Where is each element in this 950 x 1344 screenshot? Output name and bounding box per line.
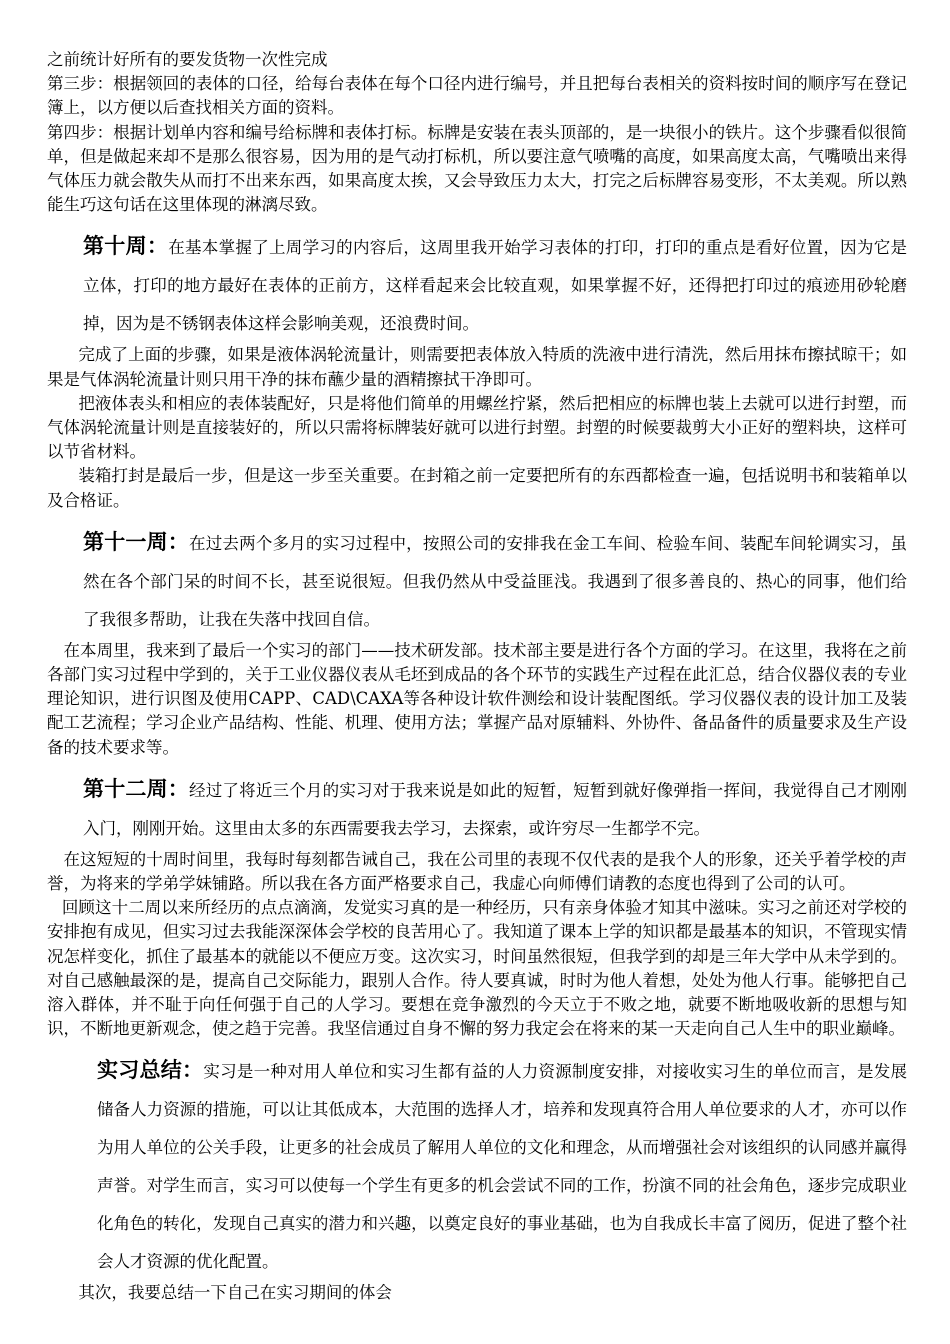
week11-heading: 第十一周： [83, 529, 190, 554]
summary-lead-paragraph [47, 1051, 907, 1281]
week11-lead-text: 在过去两个多月的实习过程中，按照公司的安排我在金工车间、检验车间、装配车间轮调实习，虽然在各个部门呆的时间不长，甚至说很短。但我仍然从中受益匪浅。我遇到了很多善良的、热心的同事，他们给了我很多帮助，让我在失落中找回自信。 [83, 533, 908, 629]
week12-heading: 第十二周： [83, 776, 190, 801]
step-three-paragraph: 第三步：根据领回的表体的口径，给每台表体在每个口径内进行编号，并且把每台表相关的资料按时间的顺序写在登记簿上，以方便以后查找相关方面的资料。 [47, 74, 907, 118]
summary-lead-text: 实习是一种对用人单位和实习生都有益的人力资源制度安排，对接收实习生的单位而言，是发展储备人力资源的措施，可以让其低成本，大范围的选择人才，培养和发现真符合用人单位要求的人才，亦可以作为用人单位的公关手段，让更多的社会成员了解用人单位的文化和理念，从而增强社会对该组织的认同感并赢得声誉。对学生而言，实习可以使每一个学生有更多的机会尝试不同的工作，扮演不同的社会角色，逐步完成职业化角色的转化，发现自己真实的潜力和兴趣，以奠定良好的事业基础，也为自我成长丰富了阅历，促进了整个社会人才资源的优化配置。 [97, 1062, 908, 1272]
week12-lead-paragraph [47, 770, 907, 848]
week10-paragraph-packing: 装箱打封是最后一步，但是这一步至关重要。在封箱之前一定要把所有的东西都检查一遍，包括说明书和装箱单以及合格证。 [47, 466, 907, 510]
week11-paragraph-rnd: 在本周里，我来到了最后一个实习的部门——技术研发部。技术部主要是进行各个方面的学习。在这里，我将在之前各部门实习过程中学到的，关于工业仪器仪表从毛坯到成品的各个环节的实践生产过程在此汇总，结合仪器仪表的专业理论知识，进行识图及使用CAPP、CAD\CAXA等各种设计软件测绘和设计装配图纸。学习仪器仪表的设计加工及装配工艺流程；学习企业产品结构、性能、机理、使用方法；掌握产品对原辅料、外协件、备品备件的质量要求及生产设备的技术要求等。 [47, 640, 907, 757]
summary-paragraph-next: 其次，我要总结一下自己在实习期间的体会 [78, 1283, 392, 1303]
week10-paragraph-assembly: 把液体表头和相应的表体装配好，只是将他们简单的用螺丝拧紧，然后把相应的标牌也装上去就可以进行封塑，而气体涡轮流量计则是直接装好的，所以只需将标牌装好就可以进行封塑。封塑的时候要裁剪大小正好的塑料块，这样可以节省材料。 [47, 393, 907, 462]
week10-heading: 第十周： [83, 234, 169, 259]
week10-lead-text: 在基本掌握了上周学习的内容后，这周里我开始学习表体的打印，打印的重点是看好位置，因为它是立体，打印的地方最好在表体的正前方，这样看起来会比较直观，如果掌握不好，还得把打印过的痕迹用砂轮磨掉，因为是不锈钢表体这样会影响美观，还浪费时间。 [83, 238, 908, 334]
week10-section [47, 227, 907, 512]
document-page [47, 48, 907, 1306]
week12-lead-text: 经过了将近三个月的实习对于我来说是如此的短暂，短暂到就好像弹指一挥间，我觉得自己才刚刚入门，刚刚开始。这里由太多的东西需要我去学习，去探索，或许穷尽一生都学不完。 [83, 780, 908, 838]
step-four-paragraph: 第四步：根据计划单内容和编号给标牌和表体打标。标牌是安装在表头顶部的，是一块很小的铁片。这个步骤看似很简单，但是做起来却不是那么很容易，因为用的是气动打标机，所以要注意气喷嘴的高度，如果高度太高，气嘴喷出来得气体压力就会散失从而打不出来东西，如果高度太挨，又会导致压力太大，打完之后标牌容易变形，不太美观。所以熟能生巧这句话在这里体现的淋漓尽致。 [47, 122, 907, 215]
week12-section [47, 770, 907, 1042]
week10-paragraph-cleaning: 完成了上面的步骤，如果是液体涡轮流量计，则需要把表体放入特质的洗液中进行清洗，然后用抹布擦拭晾干；如果是气体涡轮流量计则只用干净的抹布蘸少量的酒精擦拭干净即可。 [47, 345, 907, 389]
intro-paragraph: 之前统计好所有的要发货物一次性完成 [47, 50, 328, 69]
week10-lead-paragraph [47, 227, 907, 343]
summary-heading: 实习总结： [97, 1058, 204, 1083]
week11-lead-paragraph [47, 523, 907, 639]
week12-paragraph-conduct: 在这短短的十周时间里，我每时每刻都告诫自己，我在公司里的表现不仅代表的是我个人的形象，还关乎着学校的声誉，为将来的学弟学妹铺路。所以我在各方面严格要求自己，我虚心向师傅们请教的态度也得到了公司的认可。 [47, 849, 907, 894]
week11-section [47, 523, 907, 760]
week12-paragraph-review: 回顾这十二周以来所经历的点点滴滴，发觉实习真的是一种经历，只有亲身体验才知其中滋味。实习之前还对学校的安排抱有成见，但实习过去我能深深体会学校的良苦用心了。我知道了课本上学的知识都是最基本的知识，不管现实情况怎样变化，抓住了最基本的就能以不便应万变。这次实习，时间虽然很短，但我学到的却是三年大学中从未学到的。对自己感触最深的是，提高自己交际能力，跟别人合作。待人要真诚，时时为他人着想，处处为他人行事。能够把自己溶入群体，并不耻于向任何强于自己的人学习。要想在竞争激烈的今天立于不败之地，就要不断地吸收新的思想与知识，不断地更新观念，使之趋于完善。我坚信通过自身不懈的努力我定会在将来的某一天走向自己人生中的职业巅峰。 [47, 898, 907, 1039]
summary-section [47, 1051, 907, 1305]
